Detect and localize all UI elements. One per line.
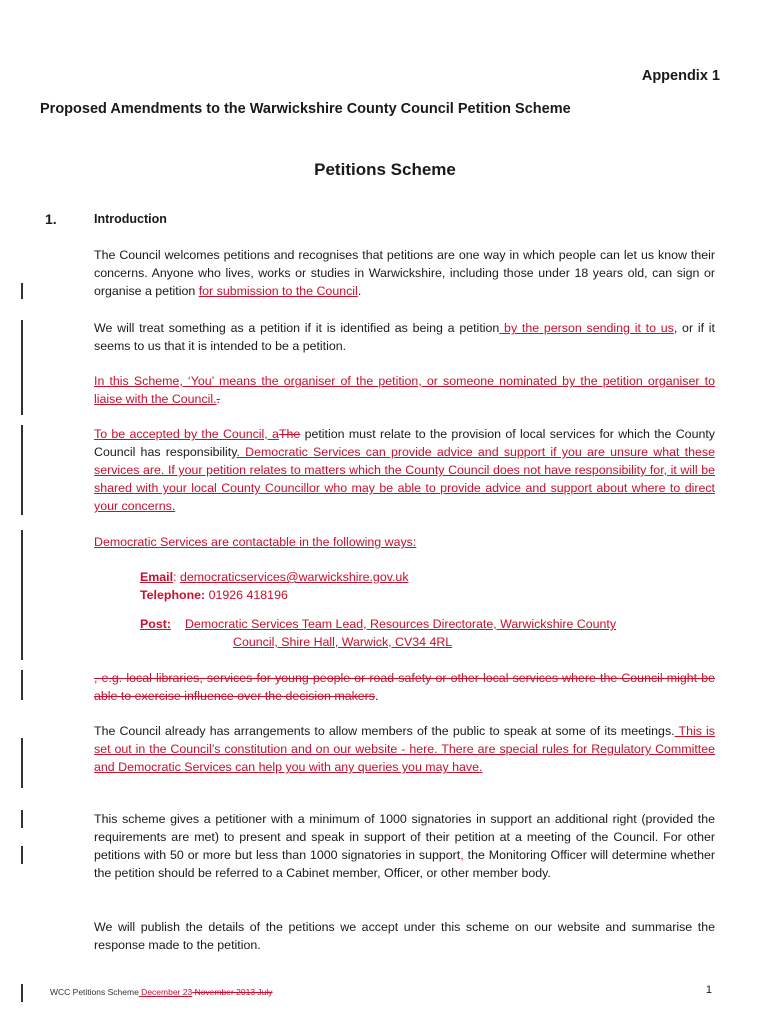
change-bar: [21, 530, 23, 660]
change-bar: [21, 738, 23, 788]
page-title: Petitions Scheme: [314, 160, 456, 179]
paragraph-definition: We will treat something as a petition if it is identified as being a petition by the person sending it to us, or if it seems to us that it is intended to be a petition.: [94, 321, 715, 353]
change-bar: [21, 670, 23, 700]
paragraph-signatories: This scheme gives a petitioner with a minimum of 1000 signatories in support an additional right (provided the requirements are met) to present and speak in support of their petition at a meeting of the Council. For other petitions with 50 or more but less than 1000 signatories in support, the Monitoring Officer will determine whether the petition should be referred to a Cabinet member, Officer, or other member body.: [94, 812, 715, 880]
paragraph-contactable: Democratic Services are contactable in the following ways:: [94, 535, 417, 549]
change-bar: [21, 810, 23, 828]
paragraph-publish: We will publish the details of the petitions we accept under this scheme on our website and summarise the response made to the petition.: [94, 920, 715, 952]
paragraph-scheme-you: In this Scheme, ‘You’ means the organiser of the petition, or someone nominated by the petition organiser to liaise with the Council..: [94, 374, 715, 406]
section-title: Introduction: [94, 212, 167, 226]
contact-email: Email: democraticservices@warwickshire.gov.uk: [140, 570, 409, 584]
contact-post: Post: Democratic Services Team Lead, Resources Directorate, Warwickshire County: [140, 617, 617, 631]
contact-phone: Telephone: 01926 418196: [140, 588, 288, 602]
change-bar: [21, 984, 23, 1002]
page-number: 1: [705, 984, 712, 996]
change-bar: [21, 425, 23, 515]
change-bar: [21, 283, 23, 299]
paragraph-welcome: The Council welcomes petitions and recognises that petitions are one way in which people can let us know their concerns. Anyone who lives, works or studies in Warwickshire, including those under 18 years old, can sign or organise a petition for submission to the Council.: [94, 248, 715, 298]
footer-label: WCC Petitions Scheme December 23 November 2013 July: [50, 987, 273, 997]
change-bar: [21, 320, 23, 415]
appendix-label: Appendix 1: [641, 68, 720, 84]
change-bar: [21, 846, 23, 864]
email-link[interactable]: democraticservices@warwickshire.gov.uk: [179, 570, 409, 584]
document-heading: Proposed Amendments to the Warwickshire County Council Petition Scheme: [40, 101, 571, 117]
paragraph-accepted: To be accepted by the Council, aThe petition must relate to the provision of local services for which the County Council has responsibility. Democratic Services can provide advice and support if you are unsure what these services are. If your petition relates to matters which the County Council does not have responsibility for, it will be shared with your local County Councillor who may be able to provide advice and support about where to direct your concerns.: [94, 427, 715, 513]
contact-post-line2: Council, Shire Hall, Warwick, CV34 4RL: [233, 635, 453, 649]
paragraph-arrangements: The Council already has arrangements to allow members of the public to speak at some of its meetings. This is set out in the Council’s constitution and on our website - here. There are special rules for Regulatory Committee and Democratic Services can help you with any queries you may have.: [94, 724, 715, 774]
paragraph-deleted-examples: , e.g. local libraries, services for young people or road safety or other local services where the Council might be able to exercise influence over the decision makers.: [94, 671, 715, 703]
section-number: 1.: [45, 211, 57, 227]
